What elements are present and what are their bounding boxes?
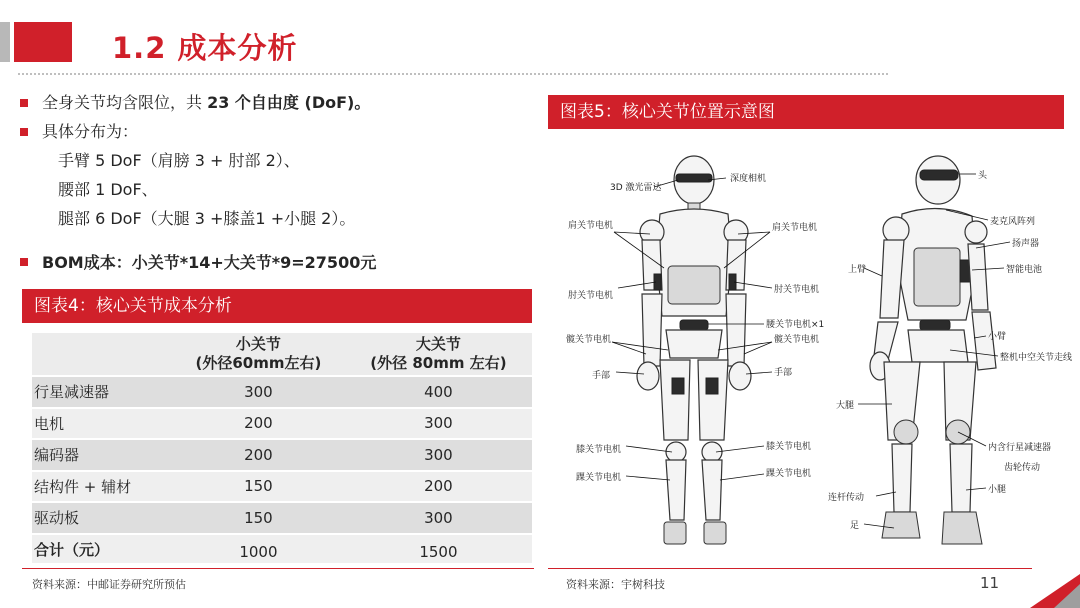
bullet-text: 具体分布为： [42, 122, 139, 141]
source-divider-left [22, 568, 534, 569]
label-hand-right: 手部 [774, 368, 793, 378]
label-mic-array: 麦克风阵列 [990, 217, 1036, 227]
bullet-item [18, 88, 538, 117]
header-empty-cell [32, 333, 172, 377]
table-row [32, 377, 532, 409]
bullet-text: 全身关节均含限位，共 23 个自由度 (DoF)。 [42, 93, 371, 112]
table-caption-bar: 图表4：核心关节成本分析 [22, 289, 532, 323]
label-hollow-joint: 整机中空关节走线 [1000, 353, 1073, 363]
row-label: 驱动板 [32, 503, 172, 535]
row-label: 编码器 [32, 440, 172, 472]
bom-cost-line [18, 250, 376, 273]
label-forearm: 小臂 [988, 332, 1007, 342]
sub-item: 腰部 1 DoF、 [58, 180, 158, 199]
table-row [32, 472, 532, 504]
label-knee-right: 膝关节电机 [766, 442, 812, 452]
cell-small: 200 [172, 409, 345, 441]
cell-small: 200 [172, 440, 345, 472]
page-title: 1.2 成本分析 [112, 31, 298, 65]
label-elbow-right: 肘关节电机 [774, 285, 820, 295]
label-waist: 腰关节电机×1 [766, 320, 825, 330]
row-label: 合计（元） [32, 535, 172, 565]
cell-large: 400 [345, 377, 532, 409]
label-ankle-right: 踝关节电机 [766, 469, 812, 479]
bullet-square-icon [20, 128, 28, 136]
row-label: 电机 [32, 409, 172, 441]
label-depth-camera: 深度相机 [730, 174, 767, 184]
header-red-block [14, 22, 72, 62]
label-ankle-left: 踝关节电机 [576, 473, 622, 483]
cell-large: 300 [345, 440, 532, 472]
bullet-square-icon [20, 258, 28, 266]
label-battery: 智能电池 [1006, 265, 1043, 275]
robot-illustration [548, 140, 1080, 560]
figure-caption-bar: 图表5：核心关节位置示意图 [548, 95, 1064, 129]
label-shank: 小腿 [988, 485, 1007, 495]
label-hand-left: 手部 [592, 371, 611, 381]
label-hip-left: 髋关节电机 [566, 335, 612, 345]
side-robot [870, 156, 996, 544]
bom-text: BOM成本：小关节*14+大关节*9=27500元 [42, 253, 377, 272]
row-label: 行星减速器 [32, 377, 172, 409]
corner-decoration [1010, 574, 1080, 608]
header-grey-block [0, 22, 10, 62]
label-shoulder-left: 肩关节电机 [568, 221, 614, 231]
table-header-row [32, 333, 532, 377]
sub-item: 手臂 5 DoF（肩膀 3 + 肘部 2）、 [58, 151, 300, 170]
label-shoulder-right: 肩关节电机 [772, 223, 818, 233]
cell-large: 1500 [345, 535, 532, 565]
source-note-right: 资料来源：宇树科技 [566, 578, 665, 591]
label-reducer: 内含行星减速器 [988, 443, 1052, 453]
column-header-small-joint: 小关节 (外径60mm左右) [172, 333, 345, 377]
bullet-square-icon [20, 99, 28, 107]
label-speaker: 扬声器 [1012, 239, 1040, 249]
label-elbow-left: 肘关节电机 [568, 291, 614, 301]
title-divider [18, 73, 888, 75]
table-row [32, 503, 532, 535]
label-hip-right: 髋关节电机 [774, 335, 820, 345]
source-divider-right [548, 568, 1032, 569]
joint-diagram [548, 140, 1080, 560]
table-total-row [32, 535, 532, 565]
page-number: 11 [980, 574, 1000, 592]
label-head: 头 [978, 171, 988, 181]
cell-large: 200 [345, 472, 532, 504]
cell-large: 300 [345, 503, 532, 535]
cell-small: 300 [172, 377, 345, 409]
column-header-large-joint: 大关节 (外径 80mm 左右) [345, 333, 532, 377]
label-knee-left: 膝关节电机 [576, 445, 622, 455]
label-upper-arm: 上臂 [848, 265, 867, 275]
table-row [32, 409, 532, 441]
bullet-list [18, 88, 538, 233]
label-foot: 足 [850, 521, 860, 531]
row-label: 结构件 + 辅材 [32, 472, 172, 504]
bullet-item [18, 117, 538, 146]
joint-cost-table [32, 333, 532, 565]
cell-small: 150 [172, 503, 345, 535]
table-row [32, 440, 532, 472]
label-thigh: 大腿 [836, 401, 855, 411]
cell-large: 300 [345, 409, 532, 441]
sub-item: 腿部 6 DoF（大腿 3 +膝盖1 +小腿 2）。 [58, 209, 356, 228]
label-gear: 齿轮传动 [1004, 463, 1041, 473]
cell-small: 150 [172, 472, 345, 504]
label-lidar: 3D 激光雷达 [610, 183, 662, 193]
label-linkage: 连杆传动 [828, 493, 865, 503]
cell-small: 1000 [172, 535, 345, 565]
source-note-left: 资料来源：中邮证券研究所预估 [32, 578, 186, 591]
front-robot [637, 156, 751, 544]
